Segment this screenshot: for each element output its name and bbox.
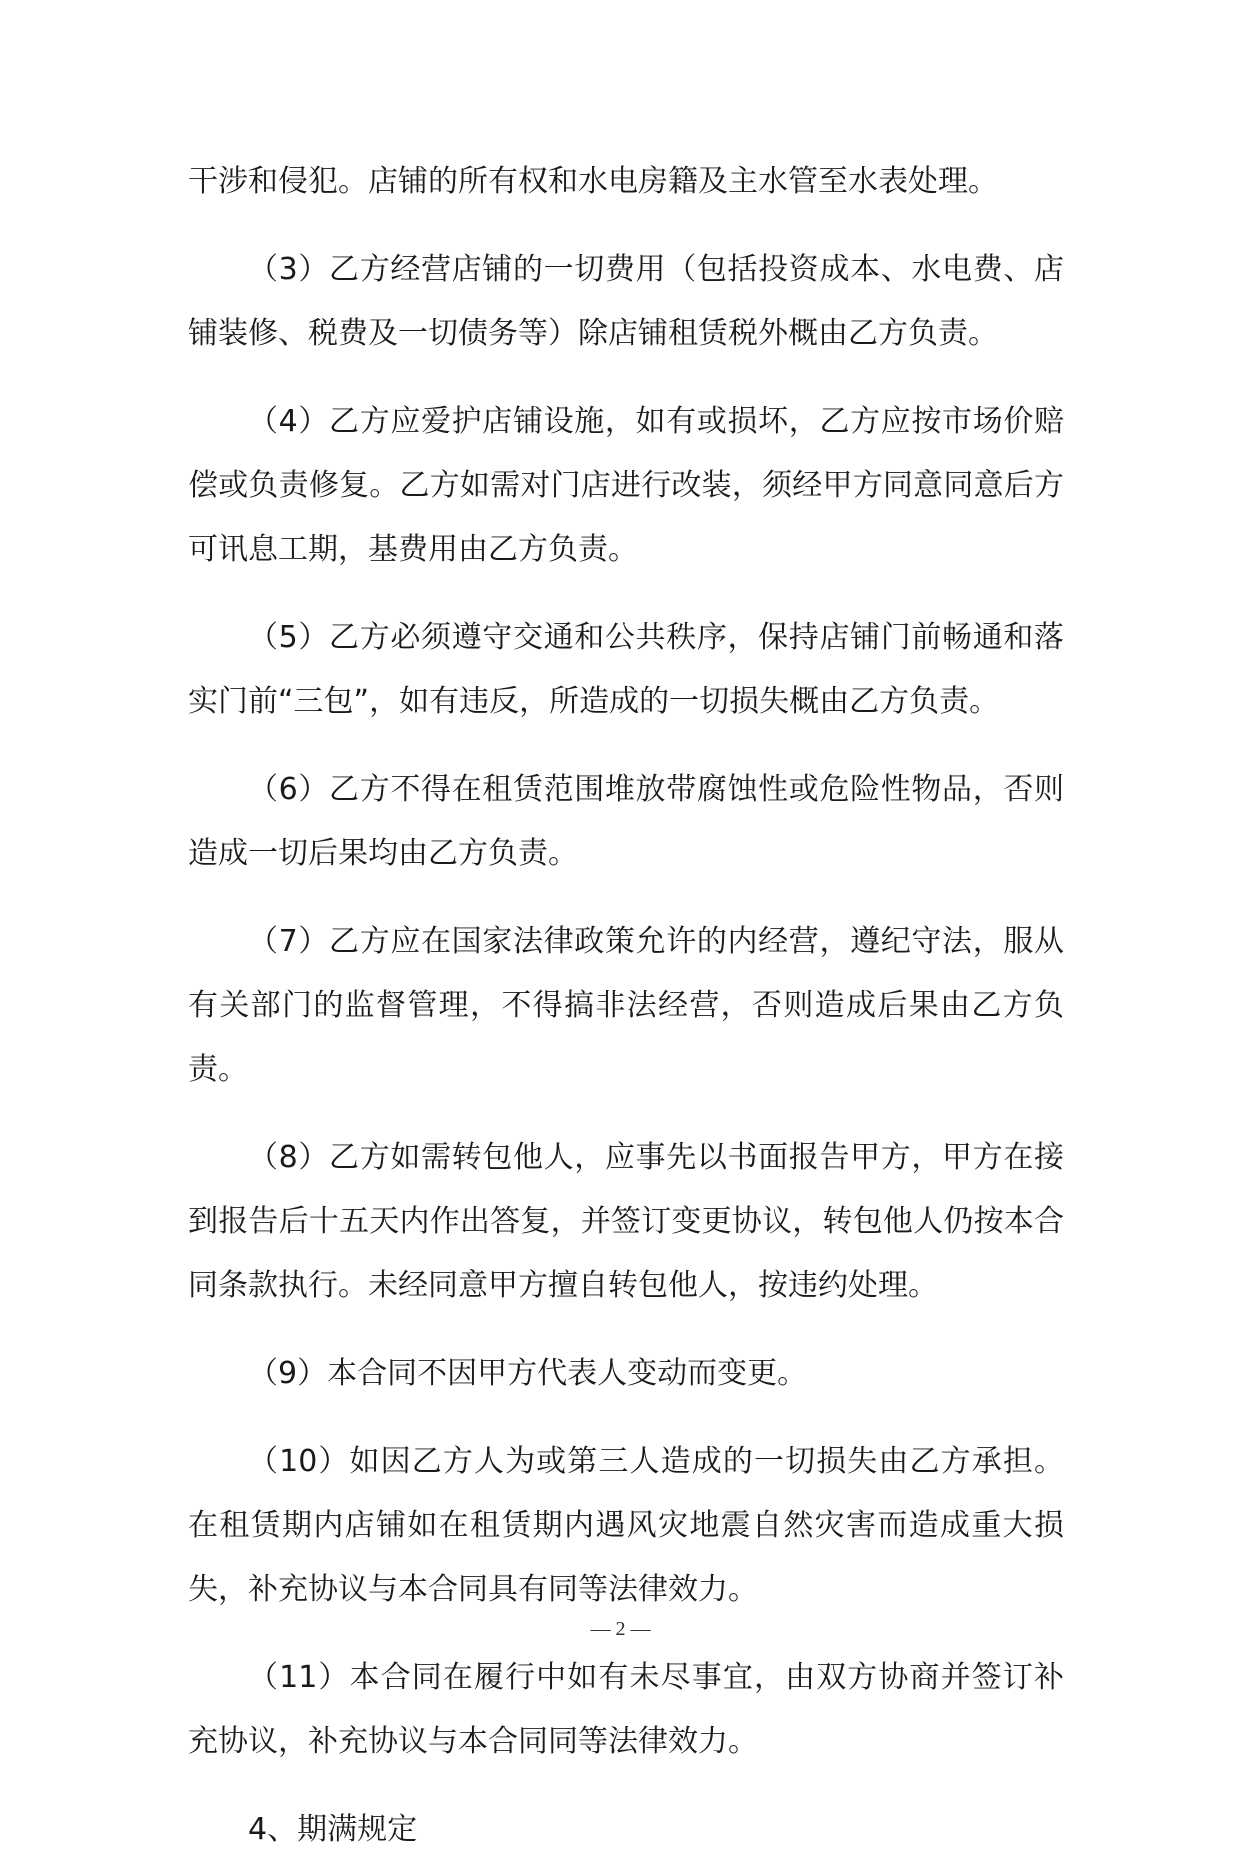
section-heading-expiry: 4、期满规定: [248, 1812, 418, 1847]
paragraph-clause-3: （3）乙方经营店铺的一切费用（包括投资成本、水电费、店铺装修、税费及一切债务等）除店铺租赁税外概由乙方负责。: [188, 252, 1064, 351]
paragraph-continuation: 干涉和侵犯。店铺的所有权和水电房籍及主水管至水表处理。: [188, 164, 998, 199]
paragraph-clause-6: （6）乙方不得在租赁范围堆放带腐蚀性或危险性物品，否则造成一切后果均由乙方负责。: [188, 772, 1064, 871]
paragraph-clause-11: （11）本合同在履行中如有未尽事宜，由双方协商并签订补充协议，补充协议与本合同同等法律效力。: [188, 1660, 1064, 1759]
paragraph-clause-8: （8）乙方如需转包他人，应事先以书面报告甲方，甲方在接到报告后十五天内作出答复，并签订变更协议，转包他人仍按本合同条款执行。未经同意甲方擅自转包他人，按违约处理。: [188, 1140, 1064, 1303]
paragraph-clause-10: （10）如因乙方人为或第三人造成的一切损失由乙方承担。在租赁期内店铺如在租赁期内遇风灾地震自然灾害而造成重大损失，补充协议与本合同具有同等法律效力。: [188, 1444, 1064, 1607]
document-body: [188, 150, 1064, 1862]
page-number: — 2 —: [590, 1618, 651, 1640]
paragraph-clause-7: （7）乙方应在国家法律政策允许的内经营，遵纪守法，服从有关部门的监督管理，不得搞非法经营，否则造成后果由乙方负责。: [188, 924, 1064, 1087]
paragraph-clause-9: （9）本合同不因甲方代表人变动而变更。: [248, 1356, 808, 1391]
paragraph-clause-5: （5）乙方必须遵守交通和公共秩序，保持店铺门前畅通和落实门前“三包”，如有违反，所造成的一切损失概由乙方负责。: [188, 620, 1064, 719]
paragraph-clause-4: （4）乙方应爱护店铺设施，如有或损坏，乙方应按市场价赔偿或负责修复。乙方如需对门店进行改装，须经甲方同意同意后方可讯息工期，基费用由乙方负责。: [188, 404, 1064, 567]
